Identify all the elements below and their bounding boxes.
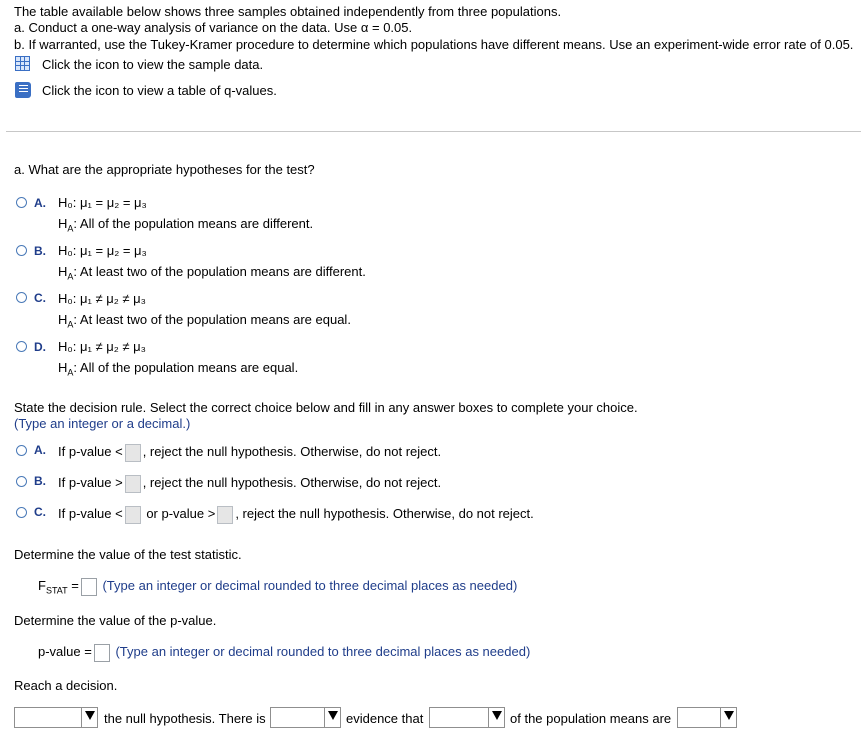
rule-radio-b[interactable] [16, 476, 27, 487]
rule-radio-c[interactable] [16, 507, 27, 518]
chevron-down-icon [328, 711, 338, 720]
rule-c-input-2[interactable] [217, 506, 233, 524]
chevron-down-icon [85, 711, 95, 720]
decision-text-1: the null hypothesis. There is [104, 711, 266, 726]
hyp-letter-d: D. [34, 340, 46, 354]
hyp-ha-a-text: All of the population means are different. [79, 216, 314, 231]
rule-c-mid: or p-value > [146, 506, 216, 521]
f-stat-row [38, 576, 517, 601]
rule-option-c [58, 504, 534, 524]
hyp-ha-c-text: At least two of the population means are equal. [79, 312, 351, 327]
dropdown-arrow-box-1 [81, 708, 97, 727]
rule-b-input[interactable] [125, 475, 141, 493]
rule-a-pre: If p-value < [58, 444, 123, 459]
decision-select-1[interactable] [14, 707, 98, 728]
hyp-ha-d-text: All of the population means are equal. [79, 360, 299, 375]
hyp-radio-d[interactable] [16, 341, 27, 352]
test-stat-prompt: Determine the value of the test statistic. [14, 547, 242, 562]
p-value-prompt: Determine the value of the p-value. [14, 613, 217, 628]
p-value-row [38, 642, 530, 662]
rule-letter-b: B. [34, 474, 46, 488]
rule-radio-a[interactable] [16, 445, 27, 456]
rule-option-a [58, 442, 441, 462]
divider [6, 131, 861, 132]
f-stat-label: $F_{STAT}$ = [38, 578, 79, 596]
dropdown-arrow-box-3 [488, 708, 504, 727]
hyp-ha-a: $H_A$: All of the population means are different. [58, 216, 314, 234]
data-table-icon[interactable] [15, 56, 30, 71]
book-icon[interactable] [15, 82, 31, 98]
hyp-ha-b: $H_A$: At least two of the population means are different. [58, 264, 366, 282]
p-value-hint: (Type an integer or decimal rounded to three decimal places as needed) [115, 644, 531, 659]
p-value-input[interactable] [94, 644, 110, 662]
problem-line-3: b. If warranted, use the Tukey-Kramer procedure to determine which populations have different means. Use an experiment-wide error rate of 0.05. [14, 37, 854, 52]
hypotheses-question: a. What are the appropriate hypotheses for the test? [14, 162, 315, 177]
rule-c-post: , reject the null hypothesis. Otherwise, do not reject. [235, 506, 534, 521]
hyp-radio-c[interactable] [16, 292, 27, 303]
rule-b-post: , reject the null hypothesis. Otherwise, do not reject. [142, 475, 442, 490]
hyp-h0-b: H₀: μ₁ = μ₂ = μ₃ [58, 243, 147, 258]
hyp-letter-a: A. [34, 196, 46, 210]
rule-letter-c: C. [34, 505, 46, 519]
decision-text-2: evidence that [346, 711, 424, 726]
rule-option-b [58, 473, 441, 493]
p-value-label: p-value = [38, 644, 92, 659]
dropdown-arrow-box-4 [720, 708, 736, 727]
q-table-link-text: Click the icon to view a table of q-values. [42, 83, 277, 98]
f-stat-input[interactable] [81, 578, 97, 596]
hyp-h0-d: H₀: μ₁ ≠ μ₂ ≠ μ₃ [58, 339, 146, 354]
decision-rule-hint: (Type an integer or a decimal.) [14, 416, 191, 431]
hyp-letter-c: C. [34, 291, 46, 305]
rule-b-pre: If p-value > [58, 475, 123, 490]
problem-line-1: The table available below shows three samples obtained independently from three populations. [14, 4, 562, 19]
sample-data-link-text: Click the icon to view the sample data. [42, 57, 264, 72]
hyp-radio-a[interactable] [16, 197, 27, 208]
dropdown-arrow-box-2 [324, 708, 340, 727]
hyp-radio-b[interactable] [16, 245, 27, 256]
rule-c-input-1[interactable] [125, 506, 141, 524]
decision-rule-prompt: State the decision rule. Select the correct choice below and fill in any answer boxes to complete your choice. [14, 400, 638, 415]
chevron-down-icon [724, 711, 734, 720]
rule-a-post: , reject the null hypothesis. Otherwise, do not reject. [142, 444, 442, 459]
decision-text-3: of the population means are [510, 711, 672, 726]
chevron-down-icon [492, 711, 502, 720]
hyp-ha-d: $H_A$: All of the population means are equal. [58, 360, 299, 378]
decision-select-4[interactable] [677, 707, 737, 728]
hyp-ha-b-text: At least two of the population means are different. [79, 264, 366, 279]
problem-line-2: a. Conduct a one-way analysis of variance on the data. Use α = 0.05. [14, 20, 413, 35]
hyp-h0-a: H₀: μ₁ = μ₂ = μ₃ [58, 195, 147, 210]
hyp-letter-b: B. [34, 244, 46, 258]
rule-c-pre: If p-value < [58, 506, 123, 521]
decision-select-3[interactable] [429, 707, 505, 728]
f-stat-hint: (Type an integer or decimal rounded to three decimal places as needed) [102, 578, 518, 593]
decision-select-2[interactable] [270, 707, 341, 728]
decision-prompt: Reach a decision. [14, 678, 118, 693]
rule-letter-a: A. [34, 443, 46, 457]
hyp-h0-c: H₀: μ₁ ≠ μ₂ ≠ μ₃ [58, 291, 146, 306]
rule-a-input[interactable] [125, 444, 141, 462]
hyp-ha-c: $H_A$: At least two of the population means are equal. [58, 312, 351, 330]
